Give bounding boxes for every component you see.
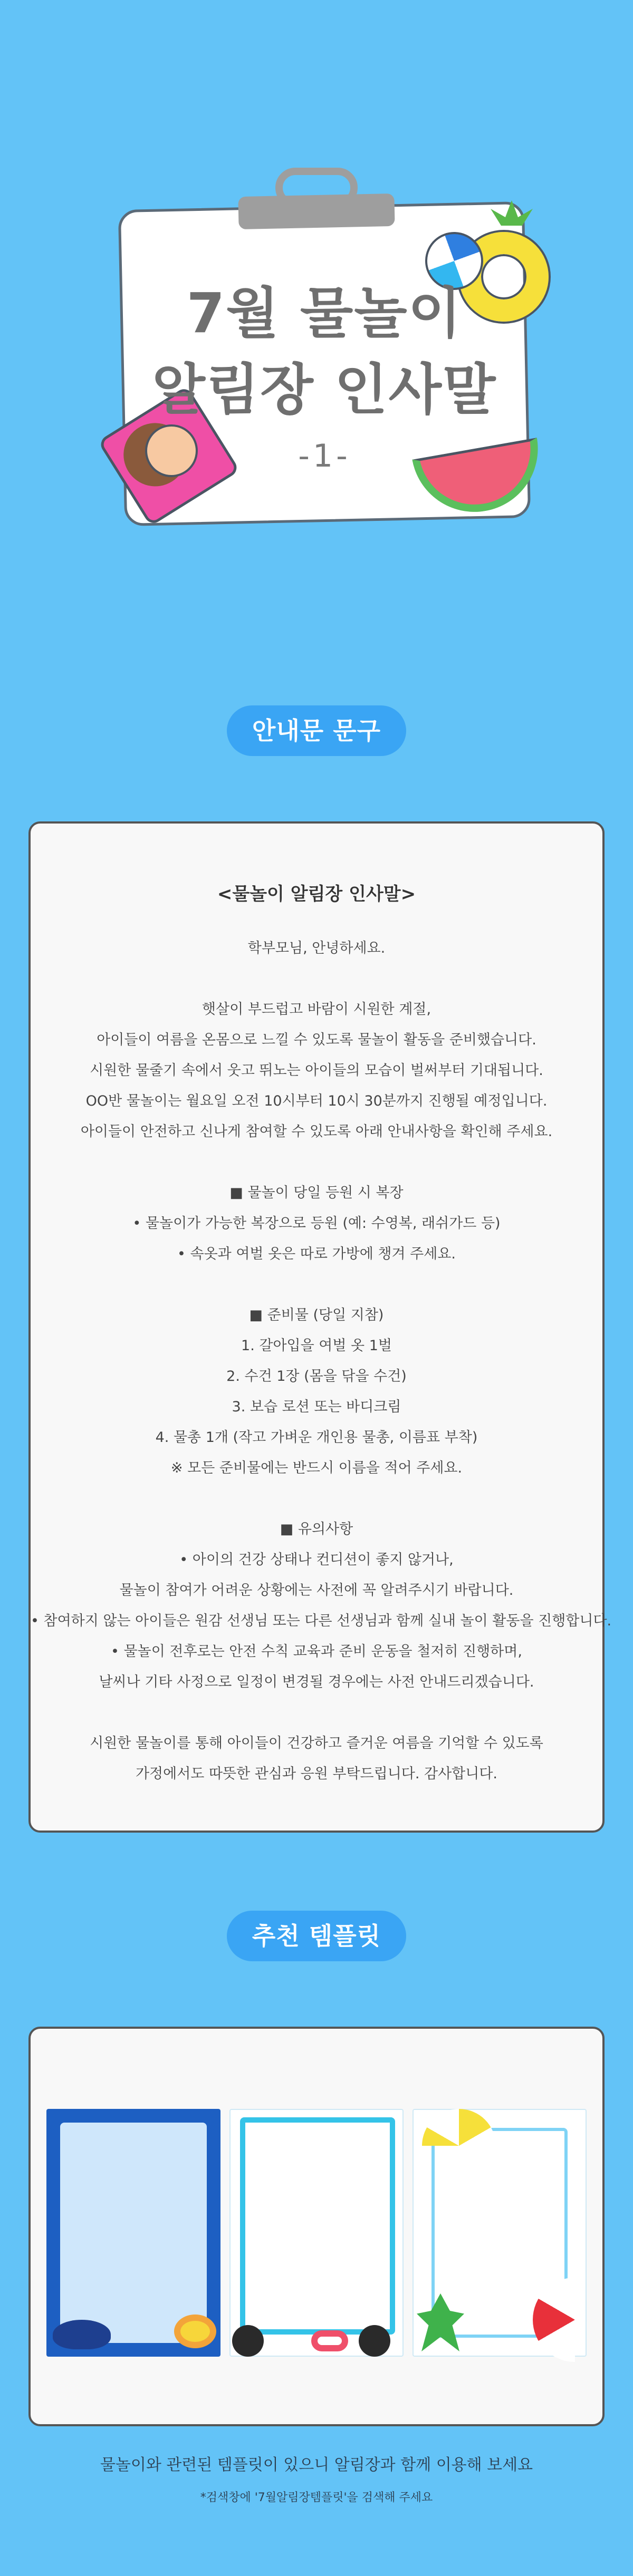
caution-item: • 물놀이 전후로는 안전 수칙 교육과 준비 운동을 철저히 진행하며, (111, 1643, 522, 1660)
caution-item: • 아이의 건강 상태나 컨디션이 좋지 않거나, (179, 1552, 454, 1568)
supplies-item: 4. 물총 1개 (작고 가벼운 개인용 물총, 이름표 부착) (155, 1429, 478, 1446)
supplies-item: 2. 수건 1장 (몸을 닦을 수건) (226, 1368, 407, 1384)
template-section-label: 추천 템플릿 (227, 1911, 406, 1961)
hero-banner (0, 0, 633, 569)
notice-intro-line: OO반 물놀이는 월요일 오전 10시부터 10시 30분까지 진행될 예정입니다. (85, 1093, 548, 1109)
caution-item: 물놀이 참여가 어려운 상황에는 사전에 꼭 알려주시기 바랍니다. (119, 1582, 514, 1599)
swim-ring-icon (311, 2330, 348, 2351)
hero-title-line2: 알림장 인사말 (152, 357, 497, 422)
footer-message: 물놀이와 관련된 템플릿이 있으니 알림장과 함께 이용해 보세요 (100, 2456, 533, 2474)
notice-intro-line: 아이들이 안전하고 신나게 참여할 수 있도록 아래 안내사항을 확인해 주세요. (80, 1124, 553, 1140)
whale-icon (53, 2320, 111, 2349)
clothing-item: • 속옷과 여벌 옷은 따로 가방에 챙겨 주세요. (177, 1246, 456, 1262)
notice-intro-line: 햇살이 부드럽고 바람이 시원한 계절, (202, 1001, 431, 1018)
template-frame (60, 2123, 207, 2343)
clothing-item: • 물놀이가 가능한 복장으로 등원 (예: 수영복, 래쉬가드 등) (132, 1215, 501, 1232)
closing-line: 시원한 물놀이를 통해 아이들이 건강하고 즐거운 여름을 기억할 수 있도록 (90, 1735, 543, 1751)
notice-intro-line: 아이들이 여름을 온몸으로 느낄 수 있도록 물놀이 활동을 준비했습니다. (97, 1032, 536, 1048)
notice-section-label: 안내문 문구 (227, 705, 406, 756)
caution-item: • 참여하지 않는 아이들은 원감 선생님 또는 다른 선생님과 함께 실내 놀이 활동을 진행합니다. (31, 1613, 612, 1629)
supplies-item: 3. 보습 로션 또는 바디크림 (232, 1399, 401, 1415)
closing-line: 가정에서도 따뜻한 관심과 응원 부탁드립니다. 감사합니다. (135, 1766, 498, 1782)
caution-heading: ■ 유의사항 (280, 1521, 353, 1537)
clipboard-clip-icon (238, 193, 395, 229)
supplies-note: ※ 모든 준비물에는 반드시 이름을 적어 주세요. (170, 1460, 463, 1476)
caution-item: 날씨나 기타 사정으로 일정이 변경될 경우에는 사전 안내드리겠습니다. (99, 1674, 534, 1690)
notice-title: <물놀이 알림장 인사말> (217, 884, 416, 905)
notice-greeting: 학부모님, 안녕하세요. (247, 940, 386, 956)
template-frame (240, 2117, 395, 2335)
footer-search-hint: *검색창에 '7월알림장템플릿'을 검색해 주세요 (200, 2491, 433, 2504)
hero-subtitle: -1- (298, 438, 351, 474)
template-thumbnail-pool[interactable] (229, 2109, 404, 2357)
supplies-item: 1. 갈아입을 여벌 옷 1벌 (241, 1338, 392, 1354)
clothing-heading: ■ 물놀이 당일 등원 시 복장 (229, 1185, 404, 1201)
notice-box (28, 821, 612, 1833)
supplies-heading: ■ 준비물 (당일 지참) (249, 1307, 384, 1323)
duck-float-icon (174, 2314, 216, 2348)
notice-intro-line: 시원한 물줄기 속에서 웃고 뛰노는 아이들의 모습이 벌써부터 기대됩니다. (90, 1062, 543, 1079)
kids-swimming-icon (232, 2325, 264, 2357)
hero-title-line1: 7월 물놀이 (186, 281, 463, 345)
